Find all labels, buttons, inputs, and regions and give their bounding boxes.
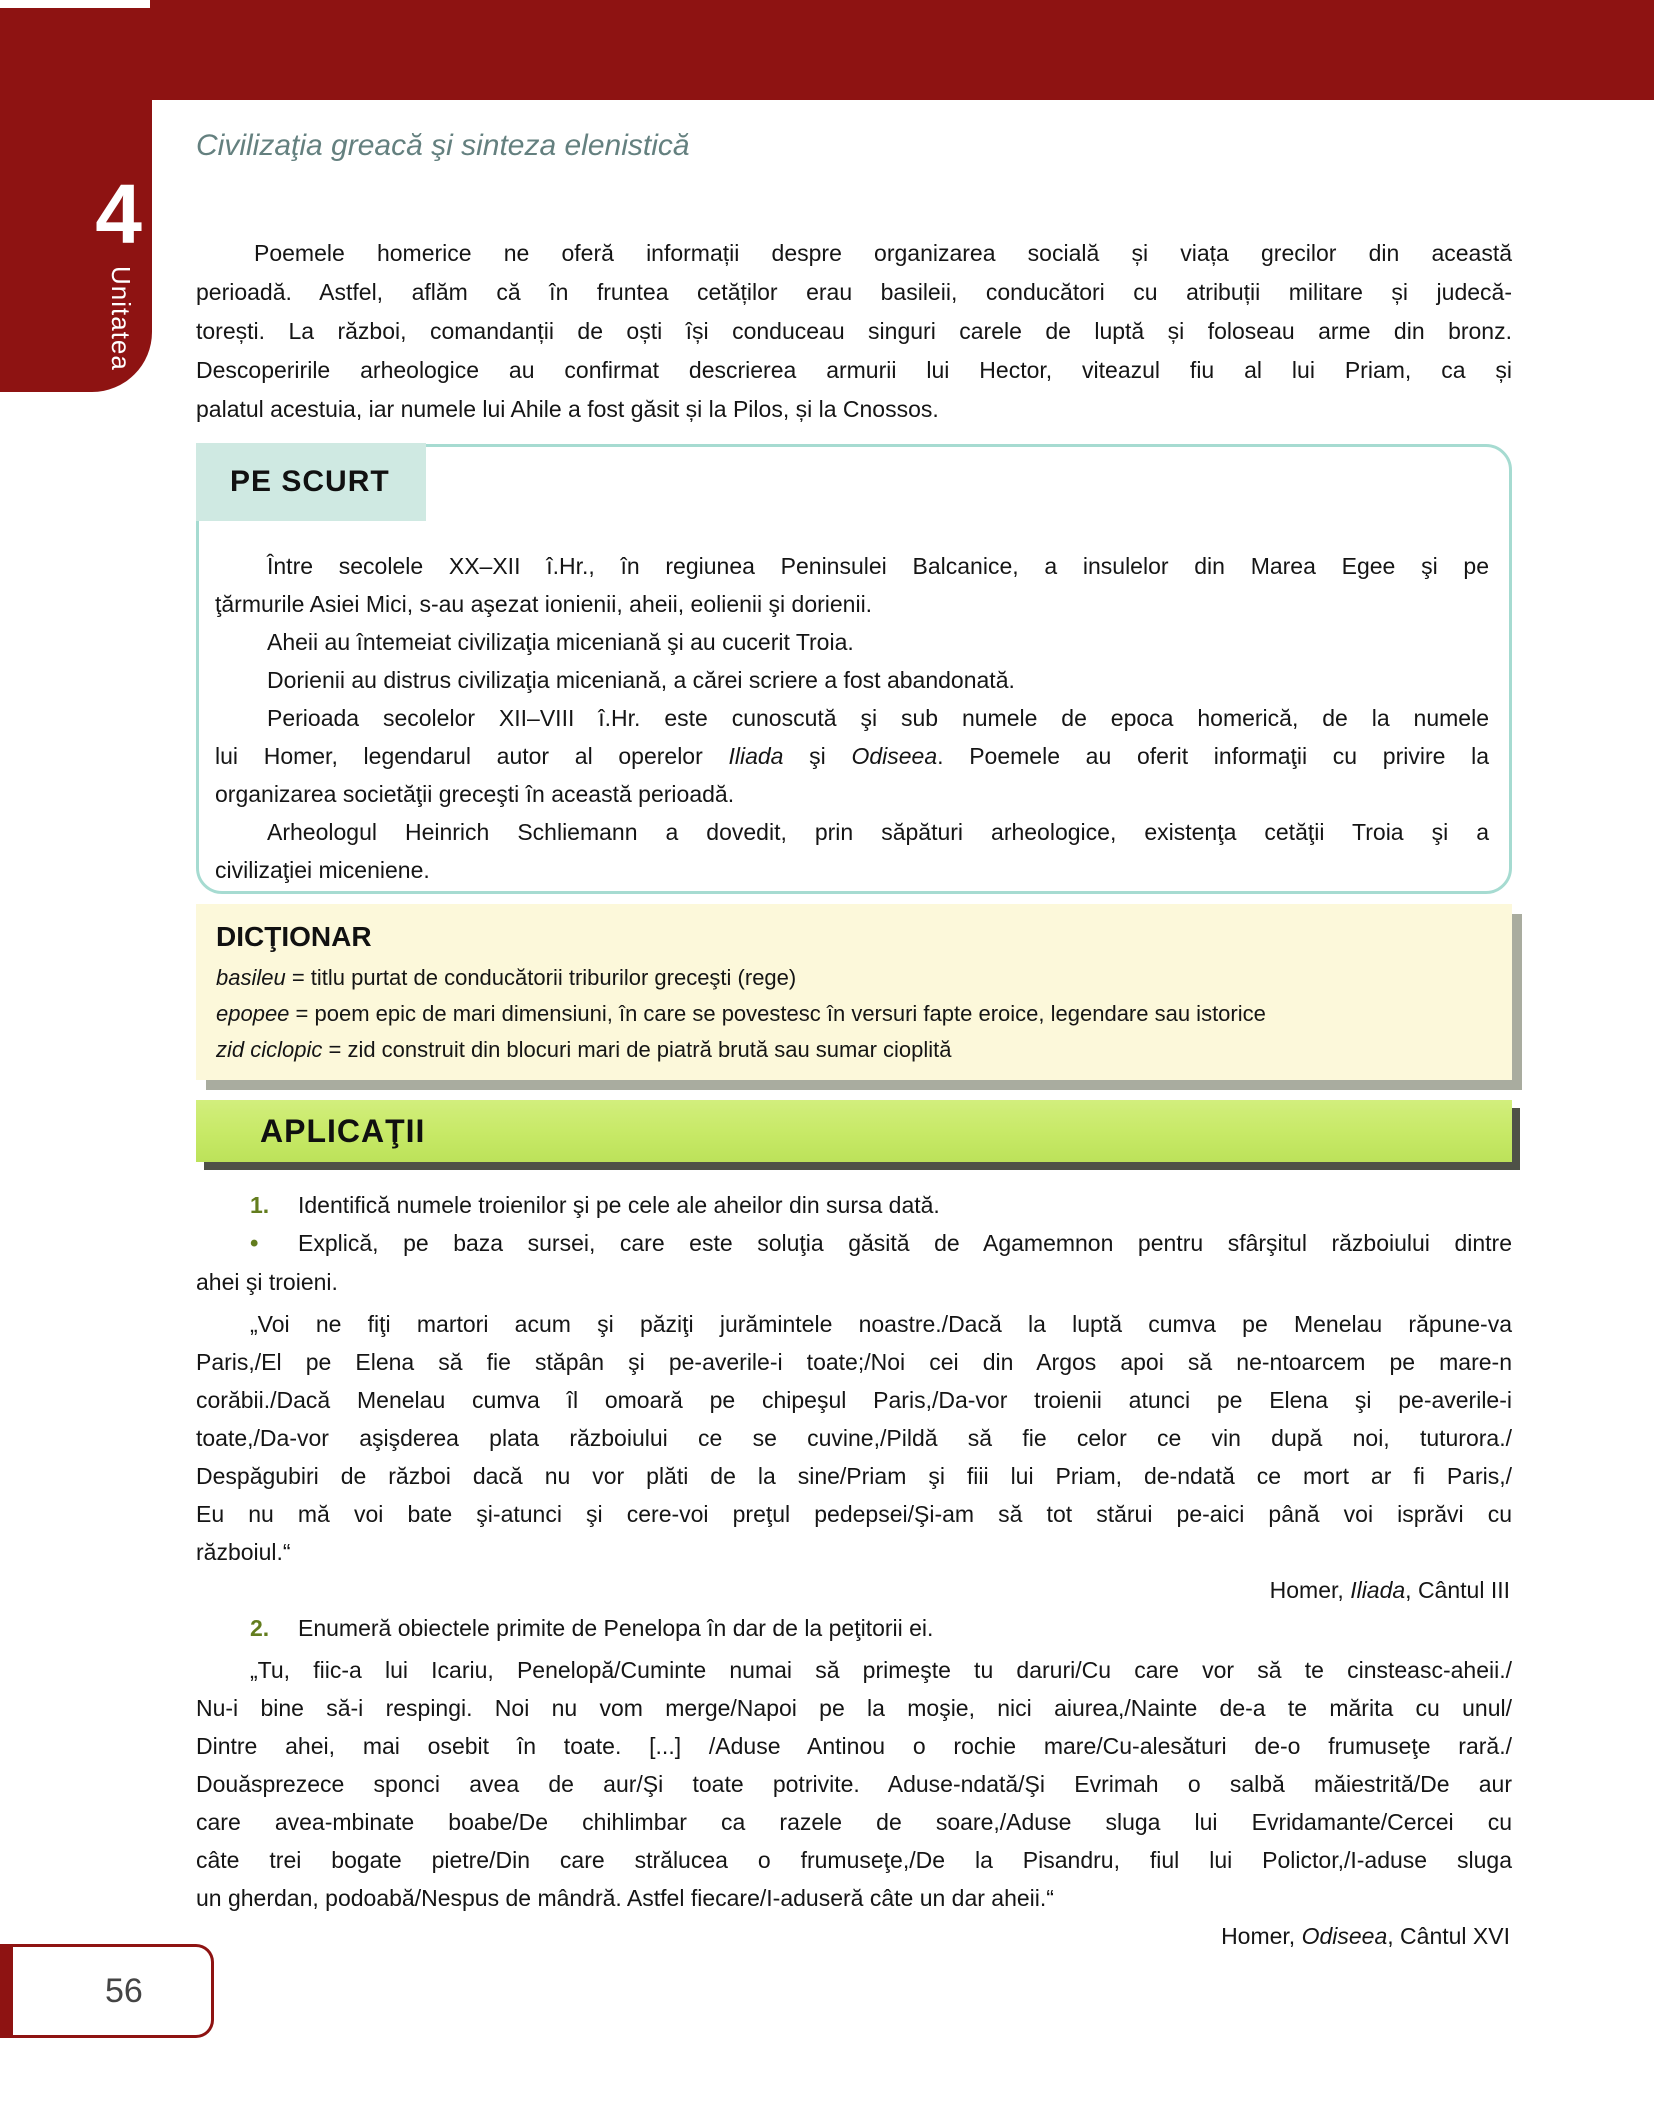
aplicatii-heading: APLICAŢII [260,1112,426,1149]
source-detail: , Cântul III [1405,1577,1510,1603]
quote-line: toate,/Da-vor aşişderea plata războiului ce se cuvine,/Pildă să fie celor ce vin după noi, tuturora./ [196,1425,1512,1451]
text-segment: lui Homer, legendarul autor al operelor [215,743,729,769]
text-line: Descoperirile arheologice au confirmat descrierea armurii lui Hector, viteazul fiu al lui Priam, ca și [196,357,1512,383]
text-line: Poemele homerice ne oferă informații despre organizarea socială și viața grecilor din această [254,240,1512,266]
text-line: Între secolele XX–XII î.Hr., în regiunea Peninsulei Balcanice, a insulelor din Marea Egee şi pe [267,553,1489,579]
dictionary-definition: = poem epic de mari dimensiuni, în care se povestesc în versuri fapte eroice, legendare sau istorice [289,1001,1266,1026]
intro-paragraph [196,234,1512,429]
quote-line: Douăsprezece sponci avea de aur/Şi toate potrivite. Aduse-ndată/Şi Evrimah o salbă măiestrită/De aur [196,1771,1512,1797]
text-line [215,737,1489,775]
exercise-bullet [196,1224,1512,1263]
applications-section [196,1186,1512,1955]
dictionary-entry [216,996,1492,1032]
page-number: 56 [105,1971,143,2010]
text-line: Arheologul Heinrich Schliemann a dovedit, prin săpături arheologice, existenţa cetăţii Troia şi a [267,819,1489,845]
dictionary-definition: = zid construit din blocuri mari de piatră brută sau sumar cioplită [322,1037,952,1062]
quote-source [196,1571,1512,1609]
text-line: civilizaţiei miceniene. [215,857,430,883]
text-line: ţărmurile Asiei Mici, s-au aşezat ionienii, aheii, eolienii şi dorienii. [215,591,873,617]
quote-line: Nu-i bine să-i respingi. Noi nu vom merge/Napoi pe la moşie, nici aiurea,/Nainte de-a te mărita cu unul/ [196,1695,1512,1721]
text-line: Aheii au întemeiat civilizaţia miceniană şi au cucerit Troia. [267,629,854,655]
dictionary-definition: = titlu purtat de conducătorii triburilor greceşti (rege) [285,965,797,990]
pe-scurt-box [196,444,1512,894]
page-title: Civilizaţia greacă şi sinteza elenistică [196,129,690,162]
quote-line: Despăgubiri de război dacă nu vor plăti de la sine/Priam şi fiii lui Priam, de-ndată ce mort ar fi Paris,/ [196,1463,1512,1489]
exercise-text: Enumeră obiectele primite de Penelopa în dar de la peţitorii ei. [298,1615,934,1641]
text-line: torești. La război, comandanții de oști își conduceau singuri carele de luptă și foloseau arme din bronz. [196,318,1512,344]
exercise-text: Identifică numele troienilor şi pe cele ale aheilor din sursa dată. [298,1192,940,1218]
work-title: Iliada [728,743,784,769]
quote-line: Dintre ahei, mai osebit în toate. [...] /Aduse Antinou o rochie mare/Cu-alesături de-o frumuseţe rară./ [196,1733,1512,1759]
text-line: perioadă. Astfel, aflăm că în fruntea cetăților erau basileii, conducători cu atribuții militare și judecă- [196,279,1512,305]
unit-sidebar [0,8,152,392]
page-number-box [0,1944,214,2038]
aplicatii-banner [196,1100,1512,1162]
exercise-text: Explică, pe baza sursei, care este soluţia găsită de Agamemnon pentru sfârşitul războiului dintre [298,1230,1512,1256]
exercise-2 [196,1609,1512,1647]
quote-line: Eu nu mă voi bate şi-atunci şi cere-voi preţul pedepsei/Şi-am să tot stărui pe-aici până voi isprăvi cu [196,1501,1512,1527]
quote-line: „Voi ne fiţi martori acum şi păziţi jurămintele noastre./Dacă la luptă cumva pe Menelau răpune-va [250,1311,1512,1337]
text-line: Perioada secolelor XII–VIII î.Hr. este cunoscută şi sub numele de epoca homerică, de la numele [267,705,1489,731]
unit-label: Unitatea [106,266,136,371]
dictionary-entry [216,960,1492,996]
quote-source [196,1917,1512,1955]
text-line: Dorienii au distrus civilizaţia miceniană, a cărei scriere a fost abandonată. [267,667,1015,693]
dictionar-heading: DICŢIONAR [216,921,372,952]
source-author: Homer, [1221,1923,1302,1949]
quote-line: Paris,/El pe Elena să fie stăpân şi pe-averile-i toate;/Noi cei din Argos apoi să ne-ntoarcem pe mare-n [196,1349,1512,1375]
quote-line: corăbii./Dacă Menelau cumva îl omoară pe chipeşul Paris,/Da-vor troienii atunci pe Elena şi pe-averile-i [196,1387,1512,1413]
exercise-number: 1. [250,1192,270,1218]
bullet-icon: • [250,1230,259,1257]
text-segment: . Poemele au oferit informaţii cu privire la [937,743,1489,769]
source-author: Homer, [1269,1577,1351,1603]
quote-line: „Tu, fiic-a lui Icariu, Penelopă/Cuminte numai să primeşte tu daruri/Cu care vor să te cinsteasc-aheii./ [250,1657,1512,1683]
dictionary-term: basileu [216,965,286,990]
exercise-number: 2. [250,1615,270,1641]
dictionar-box [196,904,1512,1080]
quote-line: care avea-mbinate boabe/De chihlimbar ca razele de soare,/Aduse sluga lui Evridamante/Cercei cu [196,1809,1512,1835]
top-red-bar [150,0,1654,100]
quote-line: câte trei bogate pietre/Din care strălucea o frumuseţe,/De la Pisandru, fiul lui Polictor,/I-aduse sluga [196,1847,1512,1873]
quote-line: războiul.“ [196,1539,291,1565]
dictionary-entry [216,1032,1492,1068]
dictionary-term: zid ciclopic [216,1037,323,1062]
text-line: ahei şi troieni. [196,1269,338,1295]
unit-number: 4 [95,167,142,261]
quote-line: un gherdan, podoabă/Nespus de mândră. Astfel fiecare/I-aduseră câte un dar aheii.“ [196,1885,1054,1911]
source-work: Odiseea [1301,1923,1388,1949]
source-detail: , Cântul XVI [1387,1923,1510,1949]
source-work: Iliada [1350,1577,1406,1603]
text-segment: şi [783,743,852,769]
text-line: palatul acestuia, iar numele lui Ahile a fost găsit și la Pilos, și la Cnossos. [196,396,939,422]
dictionary-term: epopee [216,1001,290,1026]
pe-scurt-heading: PE SCURT [196,443,426,521]
text-line: organizarea societăţii greceşti în această perioadă. [215,781,735,807]
exercise-1 [196,1186,1512,1224]
work-title: Odiseea [851,743,938,769]
